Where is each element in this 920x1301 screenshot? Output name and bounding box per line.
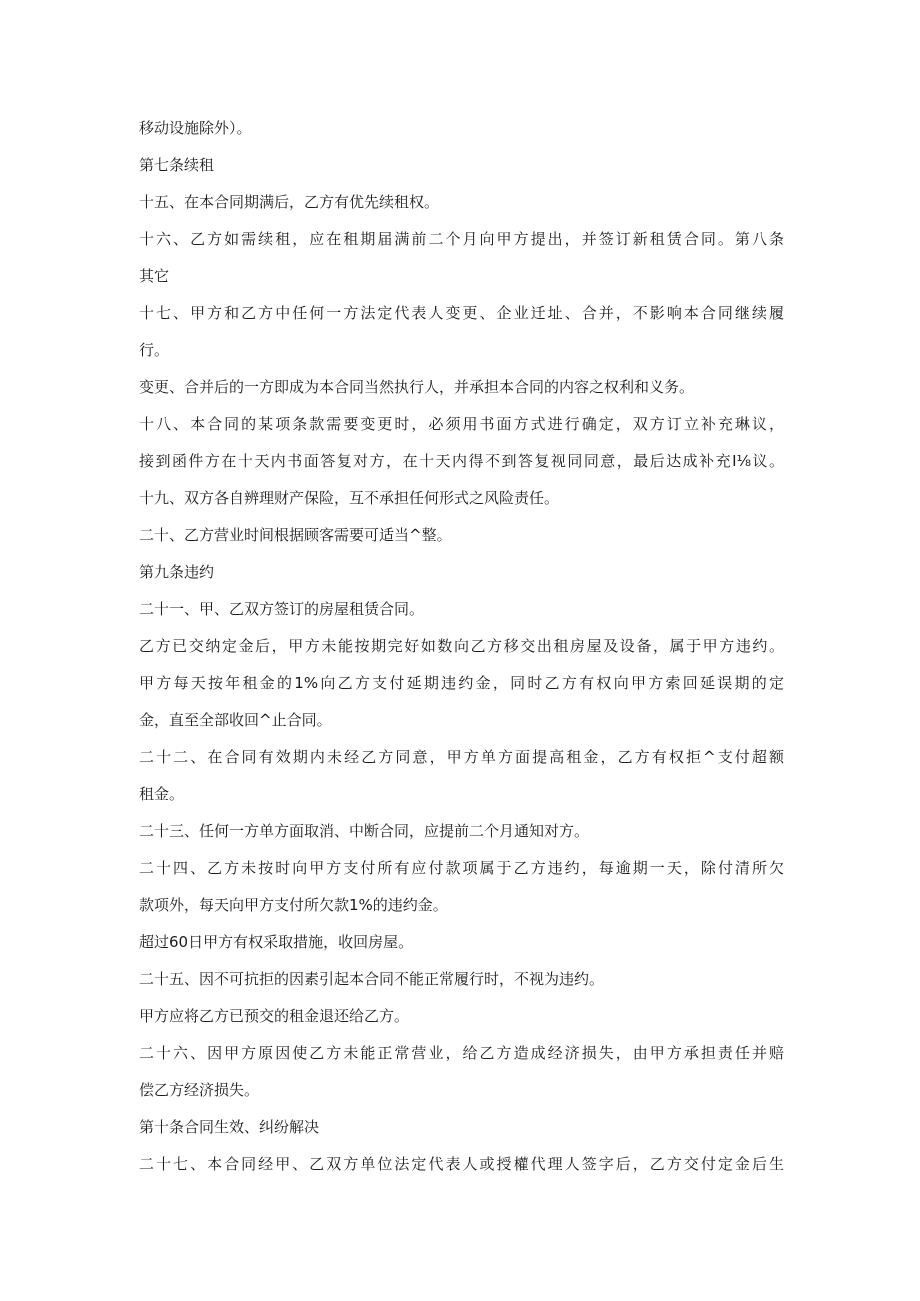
text-line: 变更、合并后的一方即成为本合同当然执行人，并承担本合同的内容之权利和义务。 [139, 378, 695, 396]
text-line: 乙方已交纳定金后，甲方未能按期完好如数向乙方移交出租房屋及设备，属于甲方违约。 [139, 637, 784, 655]
text-line: 十九、双方各自辨理财产保险，互不承担任何形式之风险责任。 [139, 489, 560, 507]
section-heading: 第十条合同生效、纠纷解决 [139, 1118, 320, 1136]
text-line: 十六、乙方如需续租，应在租期届满前二个月向甲方提出，并签订新租赁合同。第八条 [139, 230, 784, 248]
text-line: 偿乙方经济损失。 [139, 1081, 260, 1099]
text-line: 超过60日甲方有权采取措施，收回房屋。 [139, 933, 414, 951]
text-line: 二十三、任何一方单方面取消、中断合同，应提前二个月通知对方。 [139, 822, 590, 840]
text-line: 二十二、在合同有效期内未经乙方同意，甲方单方面提高租金，乙方有权拒^支付超额 [139, 748, 784, 766]
text-line: 二十五、因不可抗拒的因素引起本合同不能正常履行时，不视为违约。 [139, 970, 605, 988]
text-line: 十八、本合同的某项条款需要变更时，必须用书面方式进行确定，双方订立补充琳议， [139, 415, 784, 433]
text-line: 二十七、本合同经甲、乙双方单位法定代表人或授權代理人签字后，乙方交付定金后生 [139, 1155, 784, 1173]
text-line: 二十六、因甲方原因使乙方未能正常营业，给乙方造成经济损失，由甲方承担责任并赔 [139, 1044, 784, 1062]
text-line: 十七、甲方和乙方中任何一方法定代表人变更、企业迁址、合并，不影响本合同继续履 [139, 304, 784, 322]
text-line: 移动设施除外）。 [139, 119, 252, 137]
text-line: 二十四、乙方未按时向甲方支付所有应付款项属于乙方违约，每逾期一天，除付清所欠 [139, 859, 784, 877]
text-line: 款项外，每天向甲方支付所欠款1%的违约金。 [139, 896, 448, 914]
text-line: 接到函件方在十天内书面答复对方，在十天内得不到答复视同同意，最后达成补充I⅛议。 [139, 452, 784, 470]
text-line: 金，直至全部收回^止合同。 [139, 711, 332, 729]
text-line: 二十一、甲、乙双方签订的房屋租赁合同。 [139, 600, 425, 618]
text-line: 租金。 [139, 785, 185, 803]
text-line: 其它 [139, 267, 170, 285]
section-heading: 第九条违约 [139, 563, 215, 581]
text-line: 甲方每天按年租金的1%向乙方支付延期违约金，同时乙方有权向甲方索回延误期的定 [139, 674, 784, 692]
text-line: 十五、在本合同期满后，乙方有优先续租权。 [139, 193, 440, 211]
text-line: 二十、乙方营业时间根据顾客需要可适当^整。 [139, 526, 452, 544]
section-heading: 第七条续租 [139, 156, 215, 174]
text-line: 甲方应将乙方已预交的租金退还给乙方。 [139, 1007, 410, 1025]
text-line: 行。 [139, 341, 170, 359]
